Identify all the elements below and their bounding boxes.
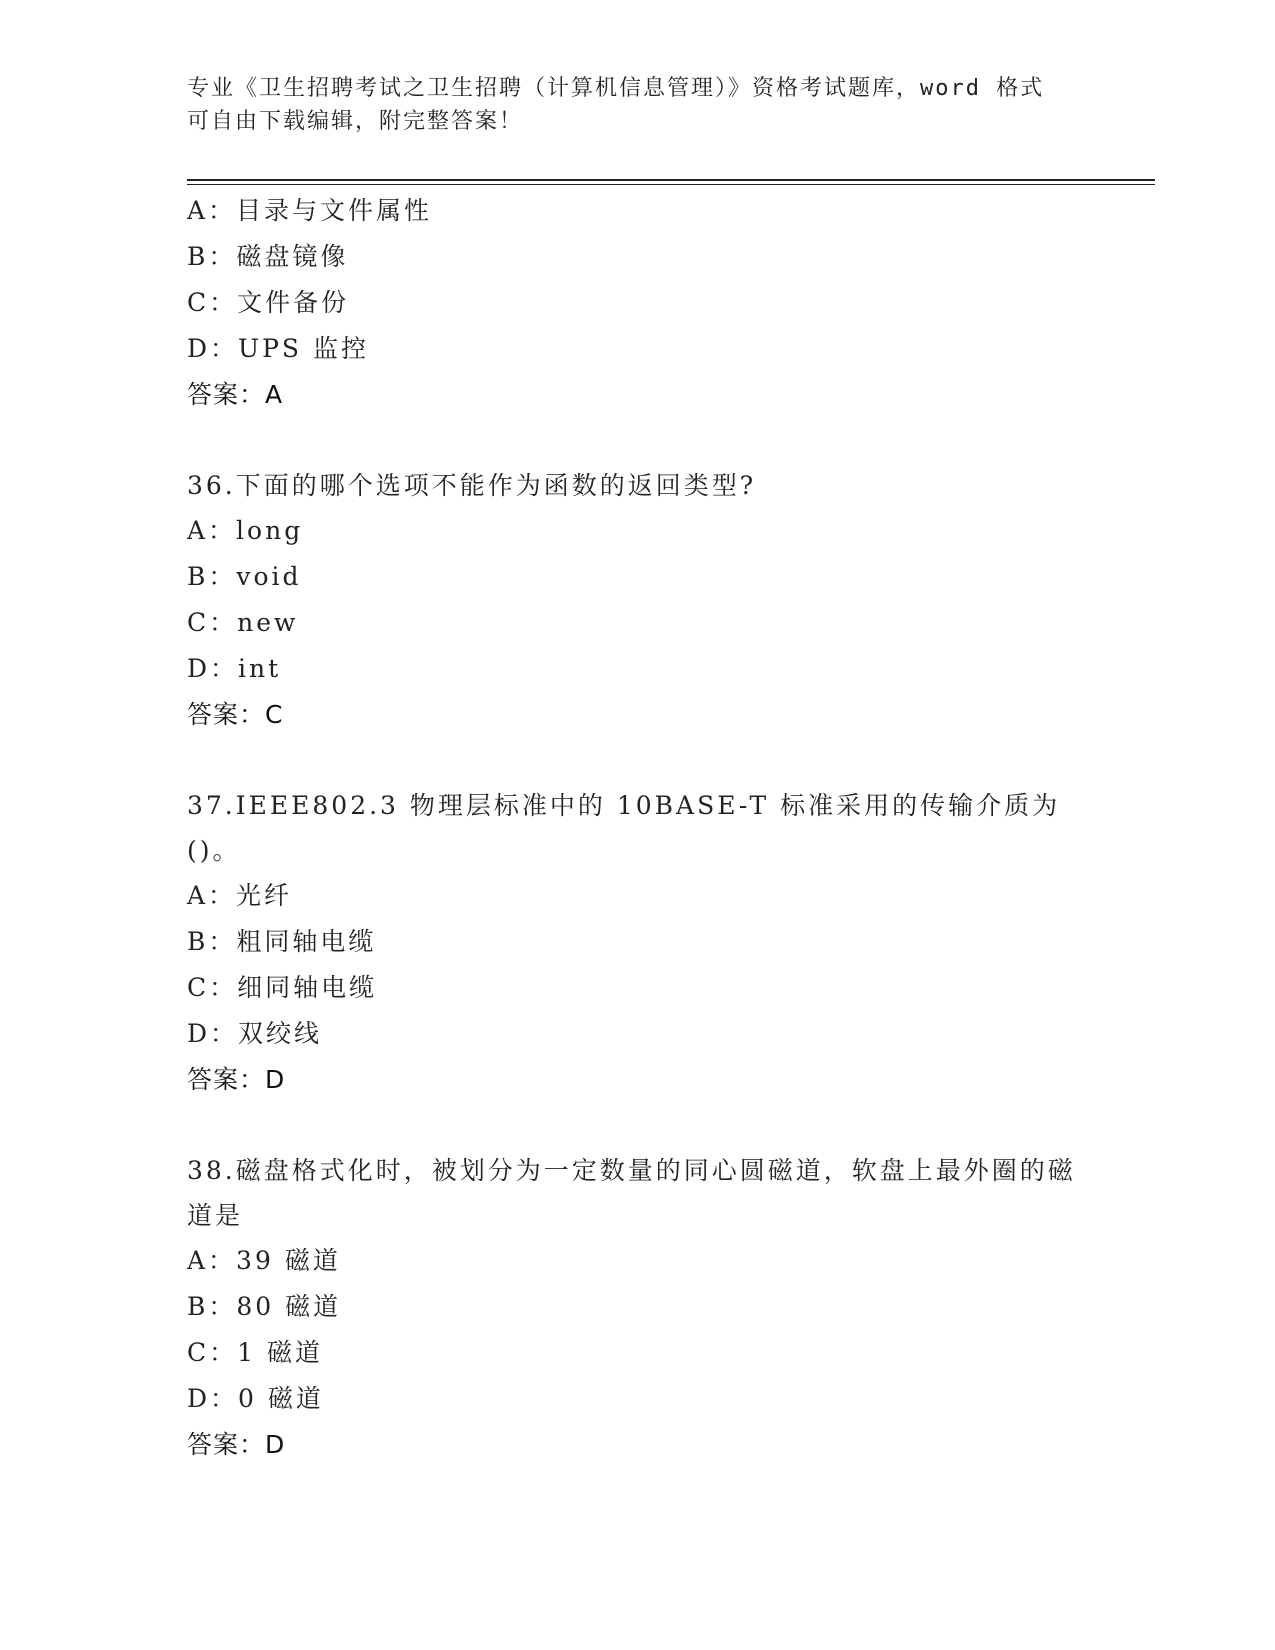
option-b: B：80 磁道	[187, 1292, 342, 1321]
option-b: B：磁盘镜像	[187, 242, 349, 271]
answer-line: 答案：D	[187, 1065, 286, 1094]
question-block-36	[187, 463, 1087, 738]
header-line-2: 可自由下载编辑，附完整答案！	[187, 109, 524, 134]
option-a: A：long	[187, 516, 304, 545]
option-c: C：new	[187, 608, 299, 637]
question-block-35	[187, 188, 1087, 418]
question-block-38	[187, 1148, 1087, 1468]
answer-line: 答案：A	[187, 380, 284, 409]
question-text: 36.下面的哪个选项不能作为函数的返回类型?	[187, 471, 757, 500]
question-list	[187, 188, 1087, 1468]
answer-line: 答案：D	[187, 1430, 286, 1459]
option-a: A：39 磁道	[187, 1246, 341, 1275]
answer-line: 答案：C	[187, 700, 284, 729]
document-header	[187, 72, 1087, 138]
option-d: D：双绞线	[187, 1019, 323, 1048]
option-a: A：目录与文件属性	[187, 196, 433, 225]
option-c: C：文件备份	[187, 288, 350, 317]
option-d: D：0 磁道	[187, 1384, 324, 1413]
option-b: B：粗同轴电缆	[187, 927, 377, 956]
option-b: B：void	[187, 562, 302, 591]
header-line-1: 专业《卫生招聘考试之卫生招聘（计算机信息管理）》资格考试题库，word 格式	[187, 76, 1045, 101]
header-divider-thick	[187, 179, 1155, 181]
option-c: C：细同轴电缆	[187, 973, 378, 1002]
option-c: C：1 磁道	[187, 1338, 323, 1367]
option-d: D：int	[187, 654, 282, 683]
option-a: A：光纤	[187, 881, 293, 910]
option-d: D：UPS 监控	[187, 334, 370, 363]
question-text: 38.磁盘格式化时，被划分为一定数量的同心圆磁道，软盘上最外圈的磁道是	[187, 1156, 1076, 1230]
header-divider-thin	[187, 184, 1155, 185]
question-block-37	[187, 783, 1087, 1103]
question-text: 37.IEEE802.3 物理层标准中的 10BASE-T 标准采用的传输介质为()。	[187, 791, 1061, 865]
